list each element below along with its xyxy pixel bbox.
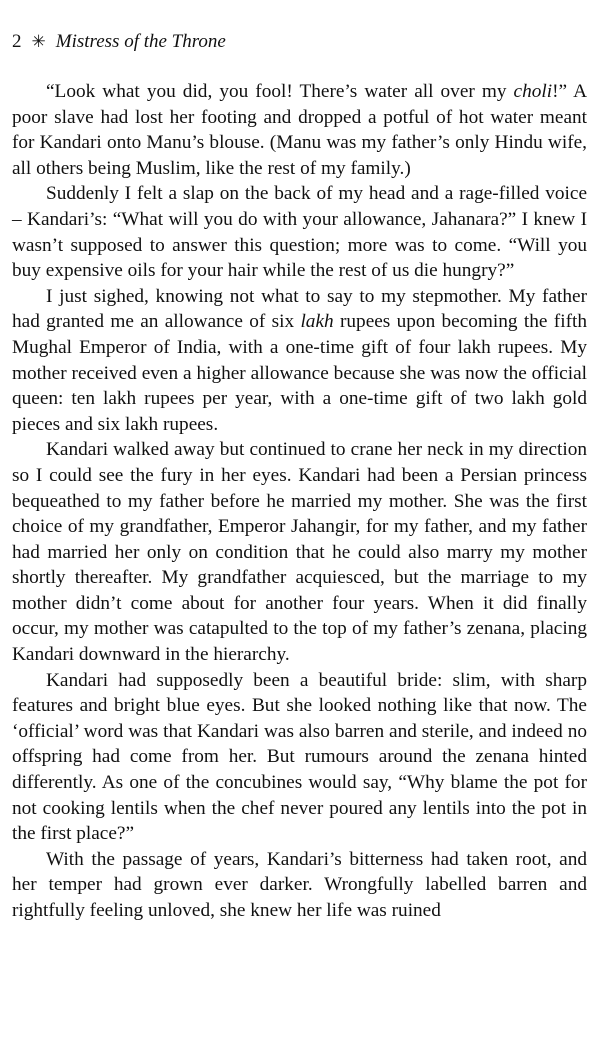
paragraph: Kandari walked away but continued to crane her neck in my direction so I could see the fury in her eyes. Kandari had been a Persian princess bequeathed to my father before he married my mother. She was the first choice of my grandfather, Emperor Jahangir, for my father, and my father had married her only on condition that he could also marry my mother shortly thereafter. My grandfather acquiesced, but the marriage to my mother didn’t come about for another four years. When it did finally occur, my mother was catapulted to the top of my father’s zenana, placing Kandari downward in the hierarchy. — [12, 439, 587, 666]
paragraph: I just sighed, knowing not what to say to my stepmother. My father had granted me an allowance of six lakh rupees upon becoming the fifth Mughal Emperor of India, with a one-time gift of four lakh rupees. My mother received even a higher allowance because she was now the official queen: ten lakh rupees per year, with a one-time gift of two lakh gold pieces and six lakh rupees. — [12, 285, 587, 435]
paragraph: Kandari had supposedly been a beautiful bride: slim, with sharp features and bright blue eyes. But she looked nothing like that now. The ‘official’ word was that Kandari was also barren and sterile, and indeed no offspring had come from her. But rumours around the zenana hinted differently. As one of the concubines would say, “Why blame the pot for not cooking lentils when the chef never poured any lentils into the pot in the first place?” — [12, 669, 587, 845]
body-text — [12, 79, 587, 924]
paragraph: With the passage of years, Kandari’s bitterness had taken root, and her temper had grown ever darker. Wrongfully labelled barren and rightfully feeling unloved, she knew her life was ruined — [12, 848, 587, 921]
running-header — [12, 32, 226, 52]
book-title: Mistress of the Throne — [55, 31, 226, 52]
page-number: 2 — [12, 31, 22, 52]
paragraph: “Look what you did, you fool! There’s water all over my choli!” A poor slave had lost her footing and dropped a potful of hot water meant for Kandari onto Manu’s blouse. (Manu was my father’s only Hindu wife, all others being Muslim, like the rest of my family.) — [12, 81, 587, 179]
ornament-icon: ✳ — [31, 32, 46, 51]
paragraph: Suddenly I felt a slap on the back of my head and a rage-filled voice – Kandari’s: “What will you do with your allowance, Jahanara?” I knew I wasn’t supposed to answer this question; more was to come. “Will you buy expensive oils for your hair while the rest of us die hungry?” — [12, 183, 587, 282]
